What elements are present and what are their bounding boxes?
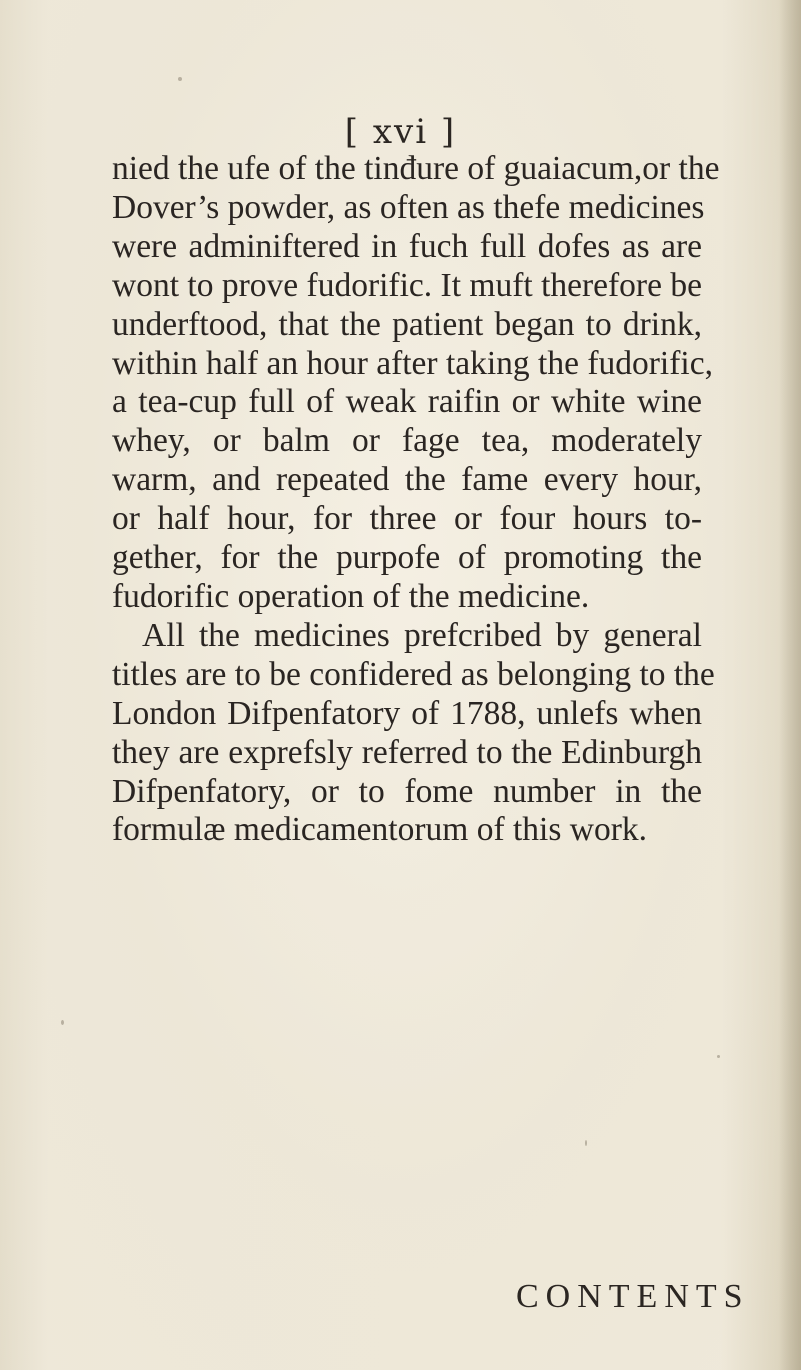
paper-speck xyxy=(61,1020,64,1025)
text-line: fudorific operation of the medicine. xyxy=(112,577,590,615)
paper-speck xyxy=(585,1140,587,1146)
text-line: Dover’s powder, as often as thefe medicines xyxy=(112,188,705,226)
text-line: underftood, that the patient began to drink, xyxy=(112,305,702,343)
text-line: whey, or balm or fage tea, moderately xyxy=(112,422,702,460)
catchword: CONTENTS xyxy=(516,1278,750,1315)
page-number-header: [ xvi ] xyxy=(344,112,457,152)
text-line: or half hour, for three or four hours to- xyxy=(112,500,702,538)
text-line: gether, for the purpofe of promoting the xyxy=(112,539,702,577)
text-line: nied the ufe of the tinđure of guaiacum,or the xyxy=(112,150,720,187)
text-line: All the medicines prefcribed by general xyxy=(142,616,702,654)
paper-speck xyxy=(178,77,182,81)
text-line: a tea-cup full of weak raifin or white wine xyxy=(112,383,702,421)
text-line: were adminiftered in fuch full dofes as are xyxy=(112,227,702,265)
text-line: Difpenfatory, or to fome number in the xyxy=(112,772,702,810)
page-edge-shadow xyxy=(779,0,801,1370)
text-line: London Difpenfatory of 1788, unlefs when xyxy=(112,694,702,732)
text-line: within half an hour after taking the fudorific, xyxy=(112,344,713,382)
text-line: wont to prove fudorific. It muft therefore be xyxy=(112,266,702,304)
text-line: titles are to be confidered as belonging to the xyxy=(112,655,715,693)
paper-speck xyxy=(717,1055,720,1058)
body-text xyxy=(112,150,720,850)
text-line: formulæ medicamentorum of this work. xyxy=(112,811,647,849)
text-line: warm, and repeated the fame every hour, xyxy=(112,461,702,499)
text-line: they are exprefsly referred to the Edinburgh xyxy=(112,733,702,771)
